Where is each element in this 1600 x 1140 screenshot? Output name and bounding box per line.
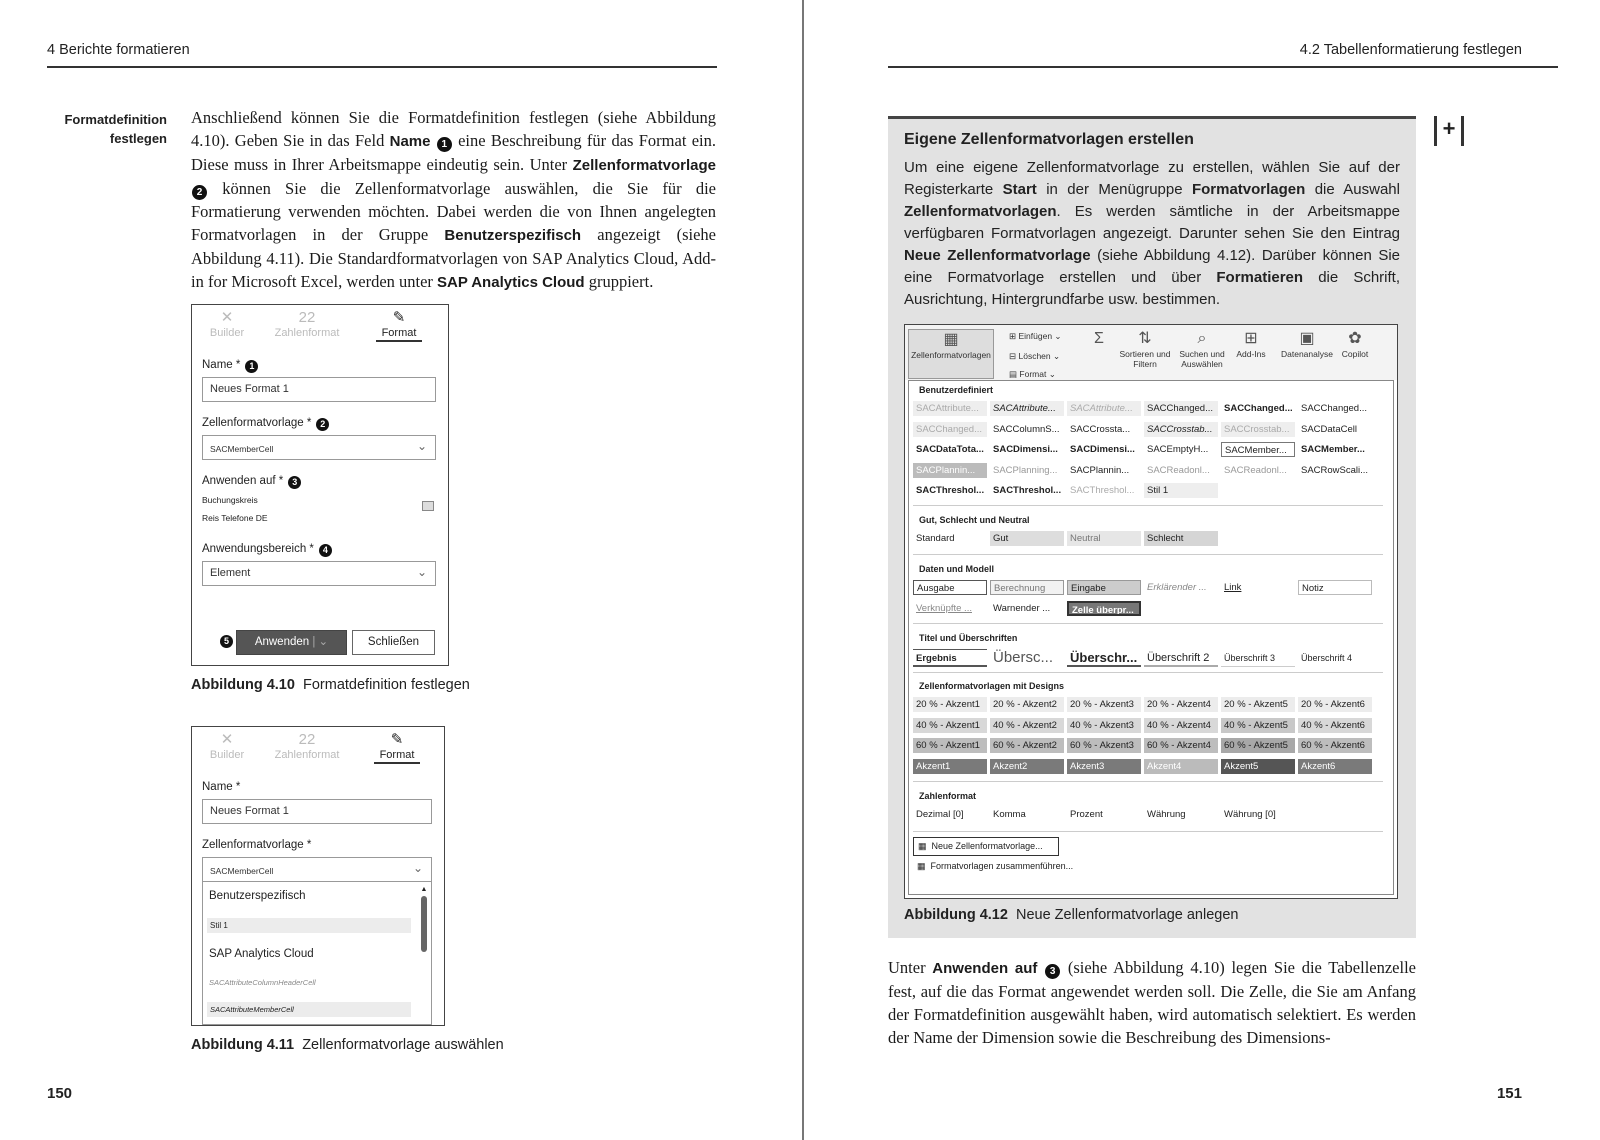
section-rule	[913, 831, 1383, 832]
tab-format[interactable]: ✎ Format	[364, 309, 434, 339]
caption-fig411: Abbildung 4.11 Zellenformatvorlage auswählen	[191, 1037, 504, 1053]
cell-style-swatch[interactable]: SACReadonl...	[1147, 464, 1210, 476]
cell-style-swatch[interactable]: Ergebnis	[913, 649, 987, 667]
cell-style-swatch[interactable]: Eingabe	[1067, 580, 1141, 595]
cell-style-swatch[interactable]: 20 % - Akzent2	[990, 697, 1064, 712]
cell-style-swatch[interactable]: Berechnung	[990, 580, 1064, 595]
paintbrush-icon: ✎	[392, 309, 406, 326]
marker-5: 5	[220, 635, 233, 648]
cell-style-swatch[interactable]: 60 % - Akzent1	[913, 738, 987, 753]
cell-style-swatch[interactable]: Standard	[916, 533, 955, 544]
cell-styles-button[interactable]: ▦ Zellenformatvorlagen	[908, 329, 994, 379]
cell-style-swatch[interactable]: SACAttribute...	[990, 401, 1064, 416]
running-head-left: 4 Berichte formatieren	[47, 42, 190, 58]
cell-style-swatch[interactable]: Schlecht	[1144, 531, 1218, 546]
copilot-button[interactable]: ✿ Copilot	[1337, 329, 1373, 359]
cell-style-swatch[interactable]: SACAttribute...	[913, 401, 987, 416]
cell-style-swatch[interactable]: SACMember...	[1221, 442, 1295, 457]
apply-to-label: Anwenden auf * 3	[202, 475, 302, 489]
builder-icon: ✕	[220, 731, 234, 748]
cell-style-swatch[interactable]: Gut	[990, 531, 1064, 546]
section-rule	[913, 623, 1383, 624]
find-select-button[interactable]: ⌕ Suchen und Auswählen	[1175, 329, 1229, 369]
name-input[interactable]: Neues Format 1	[202, 377, 436, 402]
page-number-left: 150	[47, 1085, 73, 1102]
cell-style-swatch[interactable]: 40 % - Akzent3	[1067, 718, 1141, 733]
cell-style-swatch[interactable]: Akzent1	[913, 759, 987, 774]
cell-style-swatch[interactable]: Zelle überpr...	[1067, 601, 1141, 616]
cell-style-swatch[interactable]: 20 % - Akzent5	[1221, 697, 1295, 712]
cell-style-swatch[interactable]: 60 % - Akzent4	[1144, 738, 1218, 753]
style-select[interactable]: SACMemberCell ⌄	[202, 435, 436, 460]
cell-style-swatch[interactable]: 60 % - Akzent3	[1067, 738, 1141, 753]
tab-builder[interactable]: ✕ Builder	[192, 731, 262, 761]
table-icon: ▦	[918, 841, 927, 851]
cell-style-swatch[interactable]: Übersc...	[993, 649, 1054, 666]
cell-style-swatch[interactable]: SACThreshol...	[1070, 485, 1135, 496]
number-format-icon: 22	[298, 309, 316, 326]
section-number-format: Zahlenformat	[919, 791, 977, 801]
cell-style-swatch[interactable]: SACThreshol...	[916, 485, 985, 496]
page-number-right: 151	[1496, 1085, 1522, 1102]
section-themes: Zellenformatvorlagen mit Designs	[919, 681, 1065, 691]
tab-bar	[192, 727, 444, 767]
close-button[interactable]: Schließen	[352, 630, 435, 655]
section-rule	[913, 672, 1383, 673]
cell-style-swatch[interactable]: 20 % - Akzent1	[913, 697, 987, 712]
cell-style-swatch[interactable]: Link	[1224, 582, 1242, 593]
cell-style-swatch[interactable]: Warnender ...	[993, 602, 1051, 614]
cell-style-swatch[interactable]: Akzent6	[1298, 759, 1372, 774]
cell-select-icon[interactable]	[422, 501, 434, 511]
scope-label: Anwendungsbereich * 4	[202, 543, 333, 557]
sort-filter-button[interactable]: ⇅ Sortieren und Filtern	[1117, 329, 1173, 369]
scroll-thumb[interactable]	[421, 896, 427, 952]
format-panel-fig411	[191, 726, 445, 1026]
cell-style-swatch[interactable]: Verknüpfte ...	[916, 602, 972, 614]
apply-button[interactable]: Anwenden | ⌄	[236, 630, 347, 655]
cell-style-swatch[interactable]: Komma	[993, 809, 1026, 820]
cell-style-swatch[interactable]: SACDataCell	[1301, 423, 1357, 435]
cell-style-swatch[interactable]: SACChanged...	[913, 422, 987, 437]
cell-style-swatch[interactable]: Notiz	[1298, 580, 1372, 595]
cell-style-swatch[interactable]: SACDimensi...	[1070, 444, 1135, 455]
cell-style-swatch[interactable]: SACChanged...	[1144, 401, 1218, 416]
add-ins-icon: ⊞	[1244, 330, 1258, 347]
cell-style-swatch[interactable]: 20 % - Akzent3	[1067, 697, 1141, 712]
cell-style-swatch[interactable]: SACThreshol...	[993, 485, 1062, 496]
number-format-icon: 22	[298, 731, 316, 748]
section-titles: Titel und Überschriften	[919, 633, 1018, 643]
cell-style-swatch[interactable]: Akzent5	[1221, 759, 1295, 774]
cell-style-swatch[interactable]: 20 % - Akzent4	[1144, 697, 1218, 712]
cell-style-swatch[interactable]: Überschrift 3	[1221, 649, 1295, 667]
info-box	[888, 116, 1416, 938]
cell-style-swatch[interactable]: Prozent	[1070, 809, 1103, 820]
style-select[interactable]: SACMemberCell ⌄	[202, 857, 432, 882]
tab-bar	[192, 305, 448, 345]
cell-style-swatch[interactable]: SACDimensi...	[993, 444, 1058, 455]
cell-style-swatch[interactable]: SACMember...	[1301, 444, 1365, 455]
cell-style-swatch[interactable]: SACCrosstab...	[1221, 422, 1295, 437]
data-analysis-button[interactable]: ▣ Datenanalyse	[1279, 329, 1335, 359]
section-good-bad: Gut, Schlecht und Neutral	[919, 515, 1030, 525]
info-box-text: Um eine eigene Zellenformatvorlage zu erstellen, wählen Sie auf der Registerkarte Start in der Menügruppe Formatvorlagen die Auswahl Zellenformatvorlagen. Es werden sämtliche in der Arbeitsmappe verfügbaren Formatvorlagen angezeigt. Darunter sehen Sie den Eintrag Neue Zellenformatvorlage (siehe Abbildung 4.12). Darüber können Sie eine Formatvorlage erstellen und über Formatieren die Schrift, Ausrichtung, Hintergrundfarbe usw. bestimmen.	[904, 159, 1400, 308]
spread-divider	[802, 0, 804, 1140]
chevron-down-icon: ⌄	[416, 439, 427, 453]
name-input[interactable]: Neues Format 1	[202, 799, 432, 824]
group-sac: SAP Analytics Cloud	[209, 948, 314, 960]
cell-style-swatch[interactable]: Akzent3	[1067, 759, 1141, 774]
style-label: Zellenformatvorlage *	[202, 839, 312, 851]
right-paragraph: Unter Anwenden auf 3 (siehe Abbildung 4.10) legen Sie die Tabellenzelle fest, auf die das Format angewendet werden soll. Die Zelle, die Sie am Anfang der Formatdefinition ausgewählt haben, wird automatisch selektiert. Es werden der Name der Dimension sowie die Beschreibung des Dimensions-	[888, 958, 1417, 1047]
add-ins-button[interactable]: ⊞ Add-Ins	[1236, 330, 1266, 359]
cell-style-swatch[interactable]: Währung [0]	[1224, 809, 1276, 820]
cell-style-swatch[interactable]: SACEmptyH...	[1147, 444, 1209, 455]
cell-style-swatch[interactable]: Überschrift 4	[1301, 653, 1353, 663]
name-label: Name *	[202, 781, 241, 793]
styles-gallery	[908, 380, 1394, 895]
list-item[interactable]: SACAttributeColumnHeaderCell	[209, 978, 316, 987]
scroll-up-icon: ▲	[420, 886, 428, 893]
head-rule-left	[47, 66, 717, 68]
cell-style-swatch[interactable]: SACReadonl...	[1224, 464, 1287, 476]
cell-style-swatch[interactable]: SACColumnS...	[993, 423, 1060, 435]
cell-style-swatch[interactable]: Akzent4	[1144, 759, 1218, 774]
tab-number-format[interactable]: 22 Zahlenformat	[272, 309, 342, 339]
cell-style-swatch[interactable]: 20 % - Akzent6	[1298, 697, 1372, 712]
left-paragraph: Anschließend können Sie die Formatdefinition festlegen (siehe Abbildung 4.10). Geben Sie in das Feld Name 1 eine Beschreibung für das Format ein. Diese muss in Ihrer Arbeitsmappe eindeutig sein. Unter Zellenformatvorlage 2 können Sie die Zellenformatvorlage auswählen, die Sie für die Formatierung verwenden möchten. Dabei werden die von Ihnen angelegten Formatvorlagen in der Gruppe Benutzerspezifisch angezeigt (siehe Abbildung 4.11). Die Standardformatvorlagen von SAP Analytics Cloud, Add-in for Microsoft Excel, werden unter SAP Analytics Cloud gruppiert.	[191, 108, 717, 291]
merge-styles-item[interactable]: ▦ Formatvorlagen zusammenführen...	[917, 861, 1074, 871]
chevron-down-icon: ⌄	[412, 861, 423, 875]
cell-style-swatch[interactable]: Akzent2	[990, 759, 1064, 774]
cell-style-swatch[interactable]: Ausgabe	[913, 580, 987, 595]
section-custom: Benutzerdefiniert	[919, 385, 994, 395]
delete-button[interactable]: ⊟ Löschen ⌄	[1009, 351, 1061, 361]
cell-style-swatch[interactable]: SACRowScali...	[1301, 464, 1369, 476]
style-dropdown-list	[202, 882, 432, 1025]
marker-1: 1	[437, 137, 452, 152]
running-head-right: 4.2 Tabellenformatierung festlegen	[1299, 42, 1522, 58]
section-data-model: Daten und Modell	[919, 564, 994, 574]
cell-style-swatch[interactable]: 60 % - Akzent6	[1298, 738, 1372, 753]
cell-style-swatch[interactable]: Dezimal [0]	[916, 809, 964, 820]
cell-style-swatch[interactable]: Überschrift 2	[1144, 649, 1218, 667]
cell-style-swatch[interactable]: SACPlannin...	[913, 463, 987, 478]
group-custom: Benutzerspezifisch	[209, 890, 306, 902]
section-rule	[913, 781, 1383, 782]
search-icon: ⌕	[1197, 330, 1207, 347]
new-cell-style-item[interactable]: ▦ Neue Zellenformatvorlage...	[913, 837, 1059, 856]
chevron-down-icon: ⌄	[416, 565, 427, 579]
margin-note: Formatdefinition festlegen	[64, 112, 167, 146]
plus-box-icon: +	[1434, 116, 1464, 146]
caption-fig412: Abbildung 4.12 Neue Zellenformatvorlage anlegen	[904, 907, 1239, 923]
scope-select[interactable]: Element ⌄	[202, 561, 436, 586]
list-item[interactable]: Stil 1	[207, 918, 411, 933]
tab-builder[interactable]: ✕ Builder	[192, 309, 262, 339]
cell-style-swatch[interactable]: Erklärender ...	[1147, 582, 1207, 593]
section-rule	[913, 505, 1383, 506]
table-icon: ▦	[917, 861, 926, 871]
builder-icon: ✕	[220, 309, 234, 326]
cell-style-swatch[interactable]: SACPlannin...	[1070, 464, 1130, 476]
marker-3: 3	[1045, 964, 1060, 979]
cell-style-swatch[interactable]: Stil 1	[1144, 483, 1218, 498]
insert-button[interactable]: ⊞ Einfügen ⌄	[1009, 331, 1062, 341]
scrollbar[interactable]	[420, 886, 428, 1021]
cell-style-swatch[interactable]: SACCrosstab...	[1144, 422, 1218, 437]
sum-icon[interactable]: Σ	[1094, 330, 1104, 347]
sort-filter-icon: ⇅	[1138, 330, 1152, 347]
cell-style-swatch[interactable]: 40 % - Akzent5	[1221, 718, 1295, 733]
section-rule	[913, 554, 1383, 555]
list-item[interactable]: SACAttributeMemberCell	[207, 1002, 411, 1017]
style-label: Zellenformatvorlage * 2	[202, 417, 330, 431]
paintbrush-icon: ✎	[390, 731, 404, 748]
copilot-icon: ✿	[1348, 330, 1362, 347]
info-box-title: Eigene Zellenformatvorlagen erstellen	[904, 131, 1194, 148]
format-button[interactable]: ▤ Format ⌄	[1009, 369, 1056, 379]
cell-style-swatch[interactable]: 40 % - Akzent6	[1298, 718, 1372, 733]
tab-format[interactable]: ✎ Format	[362, 731, 432, 761]
cell-style-swatch[interactable]: 40 % - Akzent2	[990, 718, 1064, 733]
cell-style-swatch[interactable]: 40 % - Akzent1	[913, 718, 987, 733]
cell-style-swatch[interactable]: SACChanged...	[1301, 403, 1368, 414]
format-panel-fig410	[191, 304, 449, 666]
tab-number-format[interactable]: 22 Zahlenformat	[272, 731, 342, 761]
data-analysis-icon: ▣	[1299, 330, 1315, 347]
ribbon	[905, 325, 1397, 380]
excel-screenshot	[904, 324, 1398, 899]
cell-style-swatch[interactable]: 60 % - Akzent5	[1221, 738, 1295, 753]
cell-style-swatch[interactable]: SACChanged...	[1224, 403, 1293, 414]
cell-style-swatch[interactable]: SACDataTota...	[916, 444, 984, 455]
cell-style-swatch[interactable]: Neutral	[1067, 531, 1141, 546]
cell-style-swatch[interactable]: Überschr...	[1067, 649, 1141, 667]
cell-style-swatch[interactable]: 40 % - Akzent4	[1144, 718, 1218, 733]
cell-style-swatch[interactable]: SACAttribute...	[1067, 401, 1141, 416]
apply-dimension: Buchungskreis	[202, 495, 258, 505]
name-label: Name * 1	[202, 359, 259, 373]
marker-2: 2	[192, 185, 207, 200]
apply-member: Reis Telefone DE	[202, 513, 268, 523]
cell-style-swatch[interactable]: 60 % - Akzent2	[990, 738, 1064, 753]
head-rule-right	[888, 66, 1558, 68]
caption-fig410: Abbildung 4.10 Formatdefinition festlegen	[191, 677, 470, 693]
cell-style-swatch[interactable]: SACPlanning...	[993, 464, 1058, 476]
cell-styles-icon: ▦	[943, 331, 959, 348]
cell-style-swatch[interactable]: Währung	[1147, 809, 1186, 820]
cell-style-swatch[interactable]: SACCrossta...	[1070, 423, 1131, 435]
